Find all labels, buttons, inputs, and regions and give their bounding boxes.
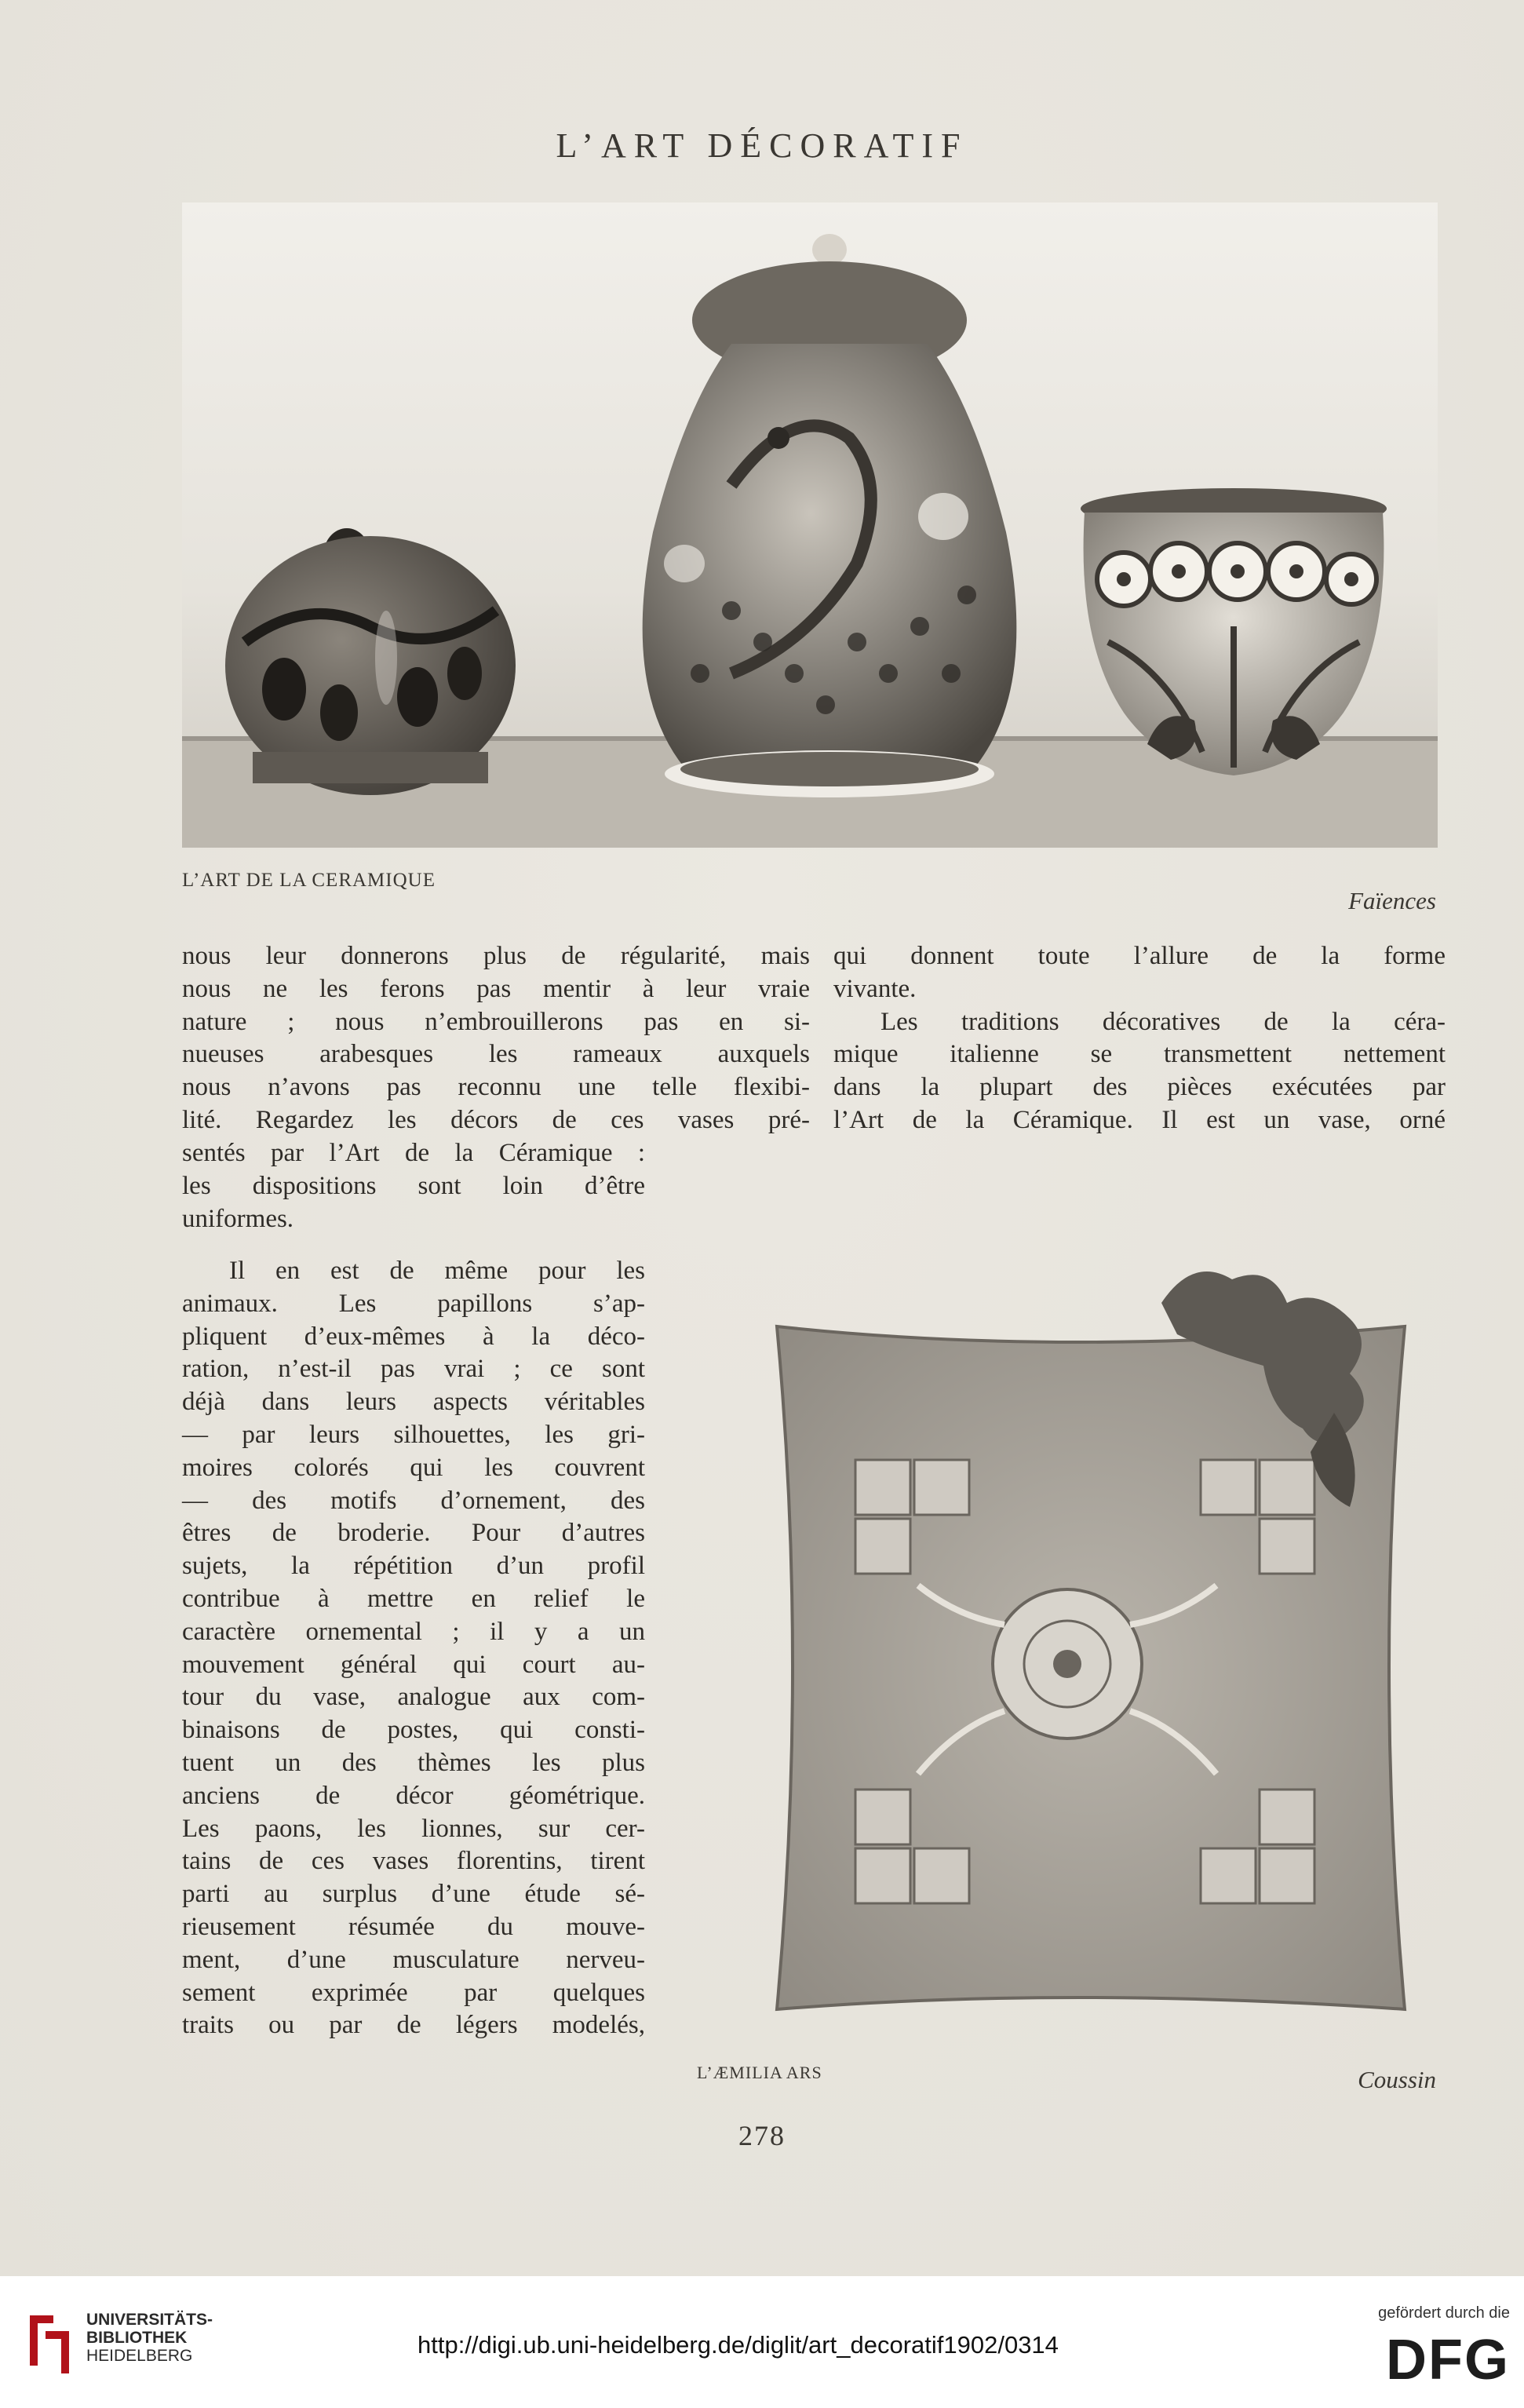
cushion-caption-title: Coussin: [1358, 2066, 1436, 2093]
text-line: lité. Regardez les décors de ces vases pré-: [182, 1105, 810, 1134]
text-line: contribue à mettre en relief le: [182, 1584, 645, 1613]
text-line: nous n’avons pas reconnu une telle flexibi-: [182, 1073, 810, 1102]
cushion-central-rosette: [993, 1589, 1142, 1739]
text-line: qui donnent toute l’allure de la forme: [833, 942, 1446, 970]
text-line: les dispositions sont loin d’être: [182, 1171, 645, 1200]
text-line: binaisons de postes, qui consti-: [182, 1716, 645, 1745]
running-head: L’ART DÉCORATIF: [556, 126, 968, 165]
text-line: nature ; nous n’embrouillerons pas en si-: [182, 1007, 810, 1036]
dfg-logo: DFG: [1386, 2329, 1510, 2392]
library-name: [86, 2311, 213, 2365]
text-line: traits ou par de légers modelés,: [182, 2011, 645, 2040]
library-name-line: UNIVERSITÄTS-: [86, 2311, 213, 2329]
text-line: sentés par l’Art de la Céramique :: [182, 1139, 645, 1167]
cushion-caption-maker: L’ÆMILIA ARS: [697, 2063, 822, 2082]
text-line: vivante.: [833, 974, 917, 1003]
text-line: Les traditions décoratives de la céra-: [880, 1007, 1446, 1036]
digitization-footer: [0, 2276, 1524, 2408]
text-line: nous leur donnerons plus de régularité, mais: [182, 942, 810, 970]
cushion-photo-drawing: [722, 1256, 1413, 2056]
text-line: sujets, la répétition d’un profil: [182, 1552, 645, 1581]
vases-caption-title: Faïences: [1348, 887, 1436, 914]
text-line: moires colorés qui les couvrent: [182, 1453, 645, 1482]
page-number: 278: [738, 2120, 786, 2151]
text-line: nous ne les ferons pas mentir à leur vraie: [182, 974, 810, 1003]
text-line: caractère ornemental ; il y a un: [182, 1617, 645, 1646]
permalink-url[interactable]: http://digi.ub.uni-heidelberg.de/diglit/art_decoratif1902/0314: [417, 2331, 1059, 2359]
text-line: nueuses arabesques les rameaux auxquels: [182, 1040, 810, 1069]
text-line: déjà dans leurs aspects véritables: [182, 1388, 645, 1417]
text-column-left-para2: [182, 1255, 645, 2042]
text-column-left-top: [182, 940, 810, 1137]
text-line: dans la plupart des pièces exécutées par: [833, 1073, 1446, 1102]
text-line: ration, n’est-il pas vrai ; ce sont: [182, 1355, 645, 1384]
vase-center: [643, 234, 1017, 797]
cushion-photograph: [722, 1256, 1413, 2056]
text-line: animaux. Les papillons s’ap-: [182, 1289, 645, 1318]
text-line: Les paons, les lionnes, sur cer-: [182, 1814, 645, 1843]
text-column-right: [833, 940, 1446, 1137]
text-line: êtres de broderie. Pour d’autres: [182, 1519, 645, 1548]
text-line: rieusement résumée du mouve-: [182, 1912, 645, 1941]
text-line: anciens de décor géométrique.: [182, 1781, 645, 1810]
text-line: tuent un des thèmes les plus: [182, 1748, 645, 1777]
vases-caption-maker: L’ART DE LA CERAMIQUE: [182, 870, 436, 891]
university-library-logo-icon: [22, 2308, 77, 2373]
text-line: — des motifs d’ornement, des: [182, 1486, 645, 1515]
funded-by-label: gefördert durch die: [1378, 2304, 1510, 2322]
text-line: tains de ces vases florentins, tirent: [182, 1847, 645, 1876]
library-name-line: HEIDELBERG: [86, 2347, 193, 2365]
text-line: sement exprimée par quelques: [182, 1978, 645, 2007]
text-line: pliquent d’eux-mêmes à la déco-: [182, 1322, 645, 1351]
vases-photograph: [182, 202, 1438, 848]
text-line: mique italienne se transmettent nettement: [833, 1040, 1446, 1069]
text-line: parti au surplus d’une étude sé-: [182, 1880, 645, 1909]
text-line: l’Art de la Céramique. Il est un vase, orné: [833, 1105, 1446, 1134]
text-line: tour du vase, analogue aux com-: [182, 1683, 645, 1712]
text-line: mouvement général qui court au-: [182, 1650, 645, 1679]
text-line: Il en est de même pour les: [229, 1257, 645, 1285]
text-line: uniformes.: [182, 1204, 294, 1233]
vases-photo-drawing: [182, 202, 1438, 848]
text-line: — par leurs silhouettes, les gri-: [182, 1420, 645, 1449]
library-name-line: BIBLIOTHEK: [86, 2329, 188, 2347]
text-line: ment, d’une musculature nerveu-: [182, 1945, 645, 1974]
text-column-left-mid: [182, 1137, 645, 1235]
